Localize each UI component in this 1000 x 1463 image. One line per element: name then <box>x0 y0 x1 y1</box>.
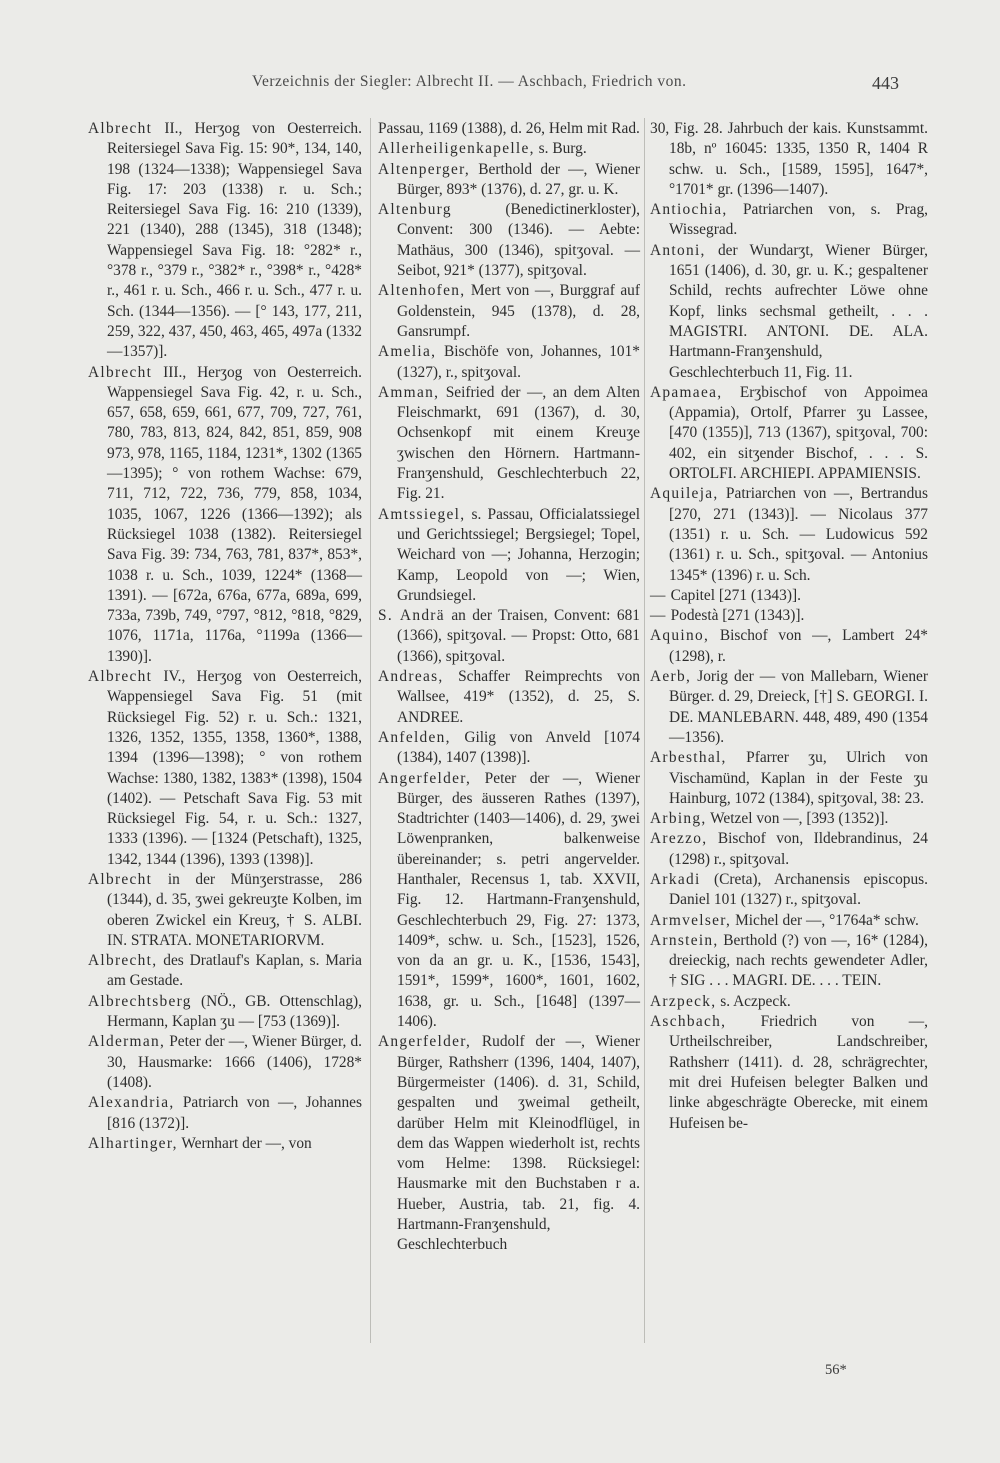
entry-heading: Albrecht <box>88 120 153 137</box>
index-entry <box>378 342 640 383</box>
entry-text: Bischöfe von, Johannes, 101* (1327), r., spitʒoval. <box>397 343 640 381</box>
index-entry <box>88 870 362 951</box>
entry-text: Peter der —, Wiener Bürger, des äusseren Rathes (1397), Stadtrichter (1403—1406), d. 29, ʒwei Löwenpranken, balkenweise übereinander; s. petri angervelder. Hanthaler, Recensus 1, tab. XXVII, Fig. 12. Hartmann-Franʒenshuld, Geschlechterbuch 29, Fig. 27: 1373, 1409*, schw. u. Sch., [1523], 1526, von da an gr. u. K., [1536, 1543], 1591*, 1599*, 1600*, 1601, 1602, 1638, gr. u. Sch., [1648] (1397—1406). <box>397 769 640 1031</box>
entry-text: Berthold (?) von —, 16* (1284), dreieckig, nach rechts gewendeter Adler, † SIG . . . MAGRI. DE. . . . TEIN. <box>669 931 928 990</box>
index-column-3 <box>650 119 928 1134</box>
entry-heading: Antoni, <box>650 241 706 259</box>
entry-text: Seifried der —, an dem Alten Fleischmarkt, 691 (1367), d. 30, Ochsenkopf mit einem Kreuʒe ʒwischen den Hörnern. Hartmann-Franʒenshuld, Geschlechterbuch 22, Fig. 21. <box>397 383 640 503</box>
entry-heading: — <box>650 607 667 625</box>
index-entry <box>378 281 640 342</box>
entry-text: Friedrich von —, Urtheilschreiber, Landschreiber, Rathsherr (1411). d. 28, schrägrechter, mit drei Hufeisen belegter Balken und linke abgeschrägte Oberecke, mit einem Hufeisen be- <box>669 1013 928 1132</box>
index-entry <box>650 606 928 626</box>
index-entry <box>650 911 928 931</box>
entry-heading: Arkadi <box>650 870 701 888</box>
entry-text: Erʒbischof von Appoimea (Appamia), Ortolf, Pfarrer ʒu Lassee, [470 (1355)], 713 (1367), spitʒoval, 700: 402, ein sitʒender Bischof, . . . S. ORTOLFI. ARCHIEPI. APPAMIENSIS. <box>669 383 928 483</box>
entry-text: s. Passau, Officialatssiegel und Gerichtssiegel; Bergsiegel; Topel, Weichard von —; Johanna, Herzogin; Kamp, Leopold von —; Wien, Grundsiegel. <box>397 505 640 604</box>
entry-text: Wetzel von —, [393 (1352)]. <box>710 810 889 828</box>
entry-heading: Albrecht <box>88 363 153 381</box>
entry-heading: Arbesthal, <box>650 749 727 767</box>
index-entry <box>378 383 640 505</box>
entry-text: Wernhart der —, von <box>181 1134 312 1152</box>
entry-heading: Altenhofen, <box>378 282 466 300</box>
index-entry <box>88 1134 362 1154</box>
entry-heading: Aschbach, <box>650 1013 727 1031</box>
entry-heading: Andreas, <box>378 668 444 686</box>
index-entry <box>650 870 928 911</box>
entry-heading: Albrecht, <box>88 952 158 970</box>
entry-text: Bischof von, Ildebrandinus, 24 (1298) r., spitʒoval. <box>669 830 928 868</box>
entry-text: (Benedictinerkloster), Convent: 300 (1346). — Aebte: Mathäus, 300 (1346), spitʒoval. — Seibot, 921* (1377), spitʒoval. <box>397 201 640 280</box>
entry-text: Schaffer Reimprechts von Wallsee, 419* (1352), d. 25, S. ANDREE. <box>397 668 640 726</box>
entry-text: Patriarch von —, Johannes [816 (1372)]. <box>107 1094 362 1132</box>
index-entry <box>88 992 362 1033</box>
entry-heading: S. Andrä <box>378 607 445 625</box>
entry-heading: Apamaea, <box>650 383 723 401</box>
index-entry <box>378 1032 640 1255</box>
entry-text: Gilig von Anveld [1074 (1384), 1407 (1398)]. <box>397 728 640 767</box>
entry-text: Pfarrer ʒu, Ulrich von Vischamünd, Kaplan in der Feste ʒu Hainburg, 1072 (1384), spitʒoval, 38: 23. <box>669 749 928 807</box>
entry-heading: Angerfelder, <box>378 769 472 787</box>
entry-text: Bischof von —, Lambert 24* (1298), r. <box>669 627 929 665</box>
entry-heading: Anfelden, <box>378 728 451 746</box>
entry-heading: — <box>650 586 667 604</box>
entry-text: 30, Fig. 28. Jahrbuch der kais. Kunstsammt. 18b, nº 16045: 1335, 1350 R, 1404 R schw. u. Sch., [1589, 1595], 1647*, °1701* gr. (1396—1407). <box>650 120 928 198</box>
entry-text: s. Burg. <box>538 140 587 158</box>
entry-text: Jorig der — von Mallebarn, Wiener Bürger. d. 29, Dreieck, [†] S. GEORGI. I. DE. MANLEBARN. 448, 489, 490 (1354—1356). <box>669 668 928 746</box>
index-entry <box>650 119 928 200</box>
index-entry <box>88 363 362 667</box>
index-entry <box>378 160 640 201</box>
entry-heading: Aquino, <box>650 627 710 645</box>
entry-heading: Alexandria, <box>88 1094 175 1112</box>
entry-heading: Angerfelder, <box>378 1033 472 1051</box>
entry-text: Podestà [271 (1343)]. <box>670 607 805 625</box>
column-rule <box>644 118 645 1343</box>
entry-heading: Arbing, <box>650 810 707 828</box>
index-entry <box>650 200 928 241</box>
index-column-2 <box>378 119 640 1256</box>
index-entry <box>378 505 640 606</box>
entry-text: Patriarchen von —, Bertrandus [270, 271 (1343)]. — Nicolaus 377 (1351) r. u. Sch. — Ludowicus 592 (1361) r. u. Sch., spitʒoval. — Antonius 1345* (1396) r. u. Sch. <box>669 485 928 584</box>
entry-heading: Aquileja, <box>650 485 719 503</box>
index-entry <box>88 119 362 363</box>
entry-heading: Arzpeck, <box>650 992 717 1010</box>
entry-text: Mert von —, Burggraf auf Goldenstein, 945 (1378), d. 28, Gansrumpf. <box>397 282 640 340</box>
entry-heading: Amman, <box>378 383 440 401</box>
entry-text: an der Traisen, Convent: 681 (1366), spitʒoval. — Propst: Otto, 681 (1366), spitʒoval. <box>397 607 640 665</box>
entry-text: Capitel [271 (1343)]. <box>670 586 801 604</box>
entry-text: Passau, 1169 (1388), d. 26, Helm mit Rad. <box>378 120 640 137</box>
entry-heading: Albrecht <box>88 870 153 888</box>
running-title: Verzeichnis der Siegler: Albrecht II. — Aschbach, Friedrich von. <box>252 73 687 90</box>
entry-heading: Alhartinger, <box>88 1134 178 1152</box>
entry-text: II., Herʒog von Oesterreich. Reitersiegel Sava Fig. 15: 90*, 134, 140, 198 (1324—1338); Wappensiegel Sava Fig. 17: 203 (1338) r. u. Sch.; Reitersiegel Sava Fig. 16: 210 (1339), 221 (1340), 288 (1345), 318 (1348); Wappensiegel Sava Fig. 18: °282* r., °378 r., °379 r., °382* r., °398* r., °428* r., 461 r. u. Sch., 466 r. u. Sch., 477 r. u. Sch. (1344—1356). — [° 143, 177, 211, 259, 322, 437, 450, 463, 465, 497a (1332—1357)]. <box>107 120 362 361</box>
entry-text: Rudolf der —, Wiener Bürger, Rathsherr (1396, 1404, 1407), Bürgermeister (1406). d. 31, Schild, gespalten und ʒweimal getheilt, darüber Helm mit Kleinodflügel, in dem das Wappen wiederholt ist, rechts vom Helme: 1398. Rücksiegel: Hausmarke mit den Buchstaben r a. Hueber, Austria, tab. 21, fig. 4. Hartmann-Franʒenshuld, Geschlechterbuch <box>397 1033 640 1254</box>
entry-heading: Amelia, <box>378 343 437 361</box>
page-header <box>0 73 1000 103</box>
index-entry <box>88 1093 362 1134</box>
index-entry <box>650 484 928 585</box>
entry-text: III., Herʒog von Oesterreich. Wappensiegel Sava Fig. 42, r. u. Sch., 657, 658, 659, 661, 677, 709, 727, 761, 780, 783, 813, 824, 842, 851, 859, 908 973, 978, 1165, 1184, 1231*, 1302 (1365—1395); ° von rothem Wachse: 679, 711, 712, 722, 736, 779, 858, 1034, 1035, 1067, 1226 (1366—1392); als Rücksiegel 1038 (1382). Reitersiegel Sava Fig. 39: 734, 763, 781, 837*, 853*, 1038 r. u. Sch., 1039, 1224* (1368—1391). — [672a, 676a, 677a, 689a, 699, 733a, 739b, 749, °797, °812, °818, °829, 1076, 1171a, 1176a, °1199a (1366—1390)]. <box>107 363 362 665</box>
index-entry <box>650 809 928 829</box>
entry-text: der Wundarʒt, Wiener Bürger, 1651 (1406), d. 30, gr. u. K.; gespaltener Schild, rechts aufrechter Löwe ohne Kopf, links sechsmal getheilt, . . . MAGISTRI. ANTONI. DE. ALA. Hartmann-Franʒenshuld, Geschlechterbuch 11, Fig. 11. <box>669 241 928 381</box>
index-entry <box>378 119 640 139</box>
index-entry <box>650 667 928 748</box>
entry-heading: Allerheiligenkapelle, <box>378 140 535 158</box>
entry-heading: Amtssiegel, <box>378 505 466 523</box>
entry-text: s. Aczpeck. <box>720 992 791 1010</box>
index-entry <box>88 667 362 870</box>
signature-mark: 56* <box>825 1362 847 1378</box>
index-entry <box>650 383 928 484</box>
entry-text: Berthold der —, Wiener Bürger, 893* (1376), d. 27, gr. u. K. <box>397 160 640 198</box>
page-number: 443 <box>872 73 899 93</box>
index-entry <box>650 829 928 870</box>
entry-heading: Albrecht <box>88 668 153 686</box>
index-entry <box>378 667 640 728</box>
entry-heading: Antiochia, <box>650 201 728 219</box>
entry-text: Patriarchen von, s. Prag, Wissegrad. <box>669 201 928 239</box>
entry-text: Peter der —, Wiener Bürger, d. 30, Hausmarke: 1666 (1406), 1728* (1408). <box>107 1033 363 1091</box>
index-column-1 <box>88 119 362 1154</box>
entry-text: (NÖ., GB. Ottenschlag), Hermann, Kaplan ʒu — [753 (1369)]. <box>107 992 362 1031</box>
index-entry <box>378 728 640 769</box>
entry-heading: Arnstein, <box>650 931 719 949</box>
entry-text: des Dratlauf's Kaplan, s. Maria am Gestade. <box>107 952 362 990</box>
index-entry <box>378 606 640 667</box>
index-entry <box>650 748 928 809</box>
entry-heading: Arezzo, <box>650 830 708 848</box>
entry-text: in der Münʒerstrasse, 286 (1344), d. 35, ʒwei gekreuʒte Kolben, im oberen Zwickel ein Kreuʒ, † S. ALBI. IN. STRATA. MONETARIORVM. <box>107 870 362 949</box>
index-entry <box>88 1032 362 1093</box>
entry-text: (Creta), Archanensis episcopus. Daniel 101 (1327) r., spitʒoval. <box>669 870 928 909</box>
index-entry <box>650 931 928 992</box>
index-entry <box>650 586 928 606</box>
index-entry <box>378 769 640 1033</box>
entry-heading: Altenburg <box>378 201 452 219</box>
index-entry <box>650 626 928 667</box>
entry-heading: Alderman, <box>88 1033 166 1051</box>
index-entry <box>650 241 928 383</box>
index-entry <box>650 1012 928 1134</box>
entry-heading: Aerb, <box>650 668 692 686</box>
entry-text: Michel der —, °1764a* schw. <box>735 911 919 929</box>
index-entry <box>650 992 928 1012</box>
entry-heading: Armvelser, <box>650 911 732 929</box>
entry-heading: Albrechtsberg <box>88 992 192 1010</box>
index-entry <box>378 139 640 159</box>
index-entry <box>378 200 640 281</box>
column-rule <box>370 118 371 1343</box>
index-entry <box>88 951 362 992</box>
entry-heading: Altenperger, <box>378 160 471 178</box>
entry-text: IV., Herʒog von Oesterreich, Wappensiegel Sava Fig. 51 (mit Rücksiegel Fig. 52) r. u. Sch.: 1321, 1326, 1352, 1355, 1358, 1360*, 1388, 1394 (1396—1398); ° von rothem Wachse: 1380, 1382, 1383* (1398), 1504 (1402). — Petschaft Sava Fig. 53 mit Rücksiegel Fig. 54, r. u. Sch.: 1327, 1333 (1396). — [1324 (Petschaft), 1325, 1342, 1344 (1396), 1393 (1398)]. <box>107 668 362 868</box>
